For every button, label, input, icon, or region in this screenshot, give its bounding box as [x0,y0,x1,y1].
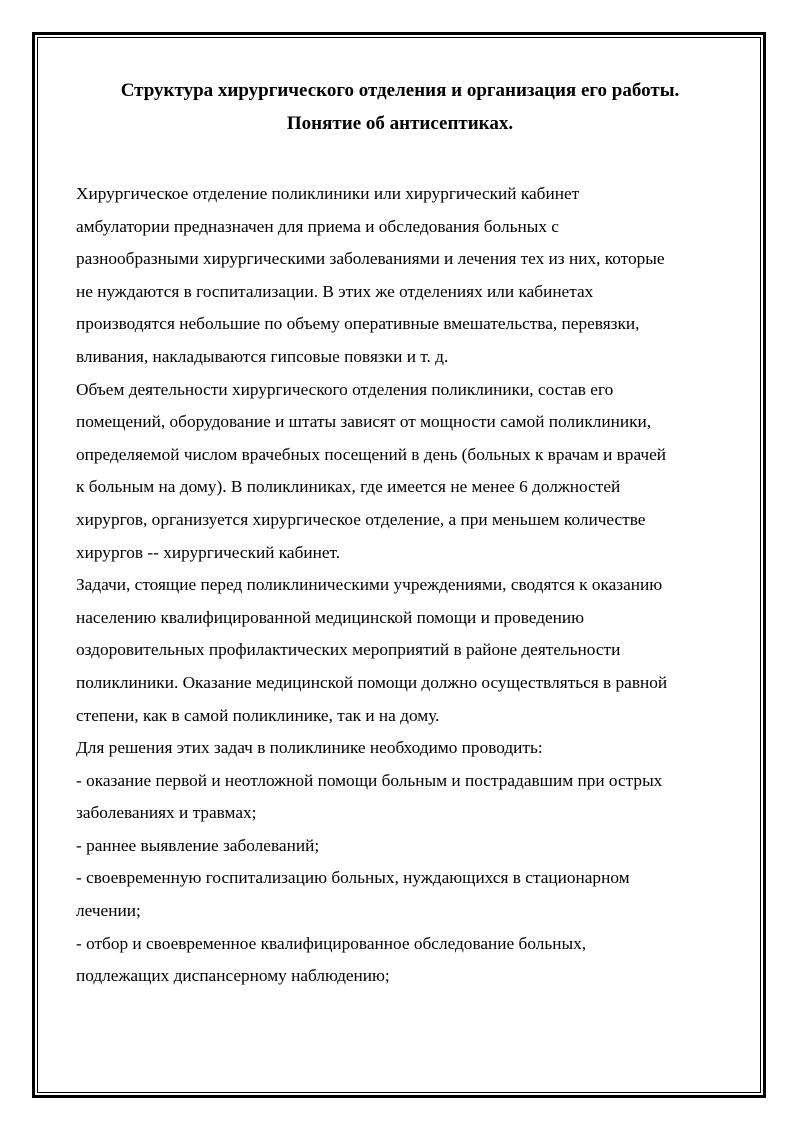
list-item-line: лечении; [76,901,141,921]
list-item-line: заболеваниях и травмах; [76,803,257,823]
document-body [76,178,736,993]
text-line: Хирургическое отделение поликлиники или хирургический кабинет [76,184,580,203]
title-line-2: Понятие об антисептиках. [286,113,514,134]
text-line: помещений, оборудование и штаты зависят от мощности самой поликлиники, [76,412,652,432]
text-line: к больным на дому). В поликлиниках, где имеется не менее 6 должностей [76,477,621,497]
list-item-line: - отбор и своевременное квалифицированное обследование больных, [76,933,587,953]
text-line: Объем деятельности хирургического отделения поликлиники, состав его [76,379,614,399]
title-line-1: Структура хирургического отделения и организация его работы. [120,80,680,101]
text-line: оздоровительных профилактических мероприятий в районе деятельности [76,640,621,660]
text-line: хирургов -- хирургический кабинет. [76,542,341,562]
list-item-line: - раннее выявление заболеваний; [76,835,320,855]
text-line: Задачи, стоящие перед поликлиническими учреждениями, сводятся к оказанию [76,575,663,595]
text-line: вливания, накладываются гипсовые повязки и т. д. [76,346,449,366]
text-line: Для решения этих задач в поликлинике необходимо проводить: [76,738,543,758]
text-line: амбулатории предназначен для приема и обследования больных с [76,216,559,236]
text-line: производятся небольшие по объему оперативные вмешательства, перевязки, [76,314,640,334]
list-item-line: подлежащих диспансерному наблюдению; [76,966,390,986]
text-line: не нуждаются в госпитализации. В этих же отделениях или кабинетах [76,281,594,301]
text-line: хирургов, организуется хирургическое отделение, а при меньшем количестве [76,509,646,529]
text-line: разнообразными хирургическими заболеваниями и лечения тех из них, которые [76,249,665,269]
text-line: поликлиники. Оказание медицинской помощи должно осуществляться в равной [76,672,668,692]
text-line: населению квалифицированной медицинской помощи и проведению [76,607,585,627]
list-item-line: - своевременную госпитализацию больных, нуждающихся в стационарном [76,868,630,888]
document-title [40,74,760,140]
text-line: степени, как в самой поликлинике, так и на дому. [76,705,440,725]
list-item-line: - оказание первой и неотложной помощи больным и пострадавшим при острых [76,770,663,790]
text-line: определяемой числом врачебных посещений в день (больных к врачам и врачей [76,444,667,464]
